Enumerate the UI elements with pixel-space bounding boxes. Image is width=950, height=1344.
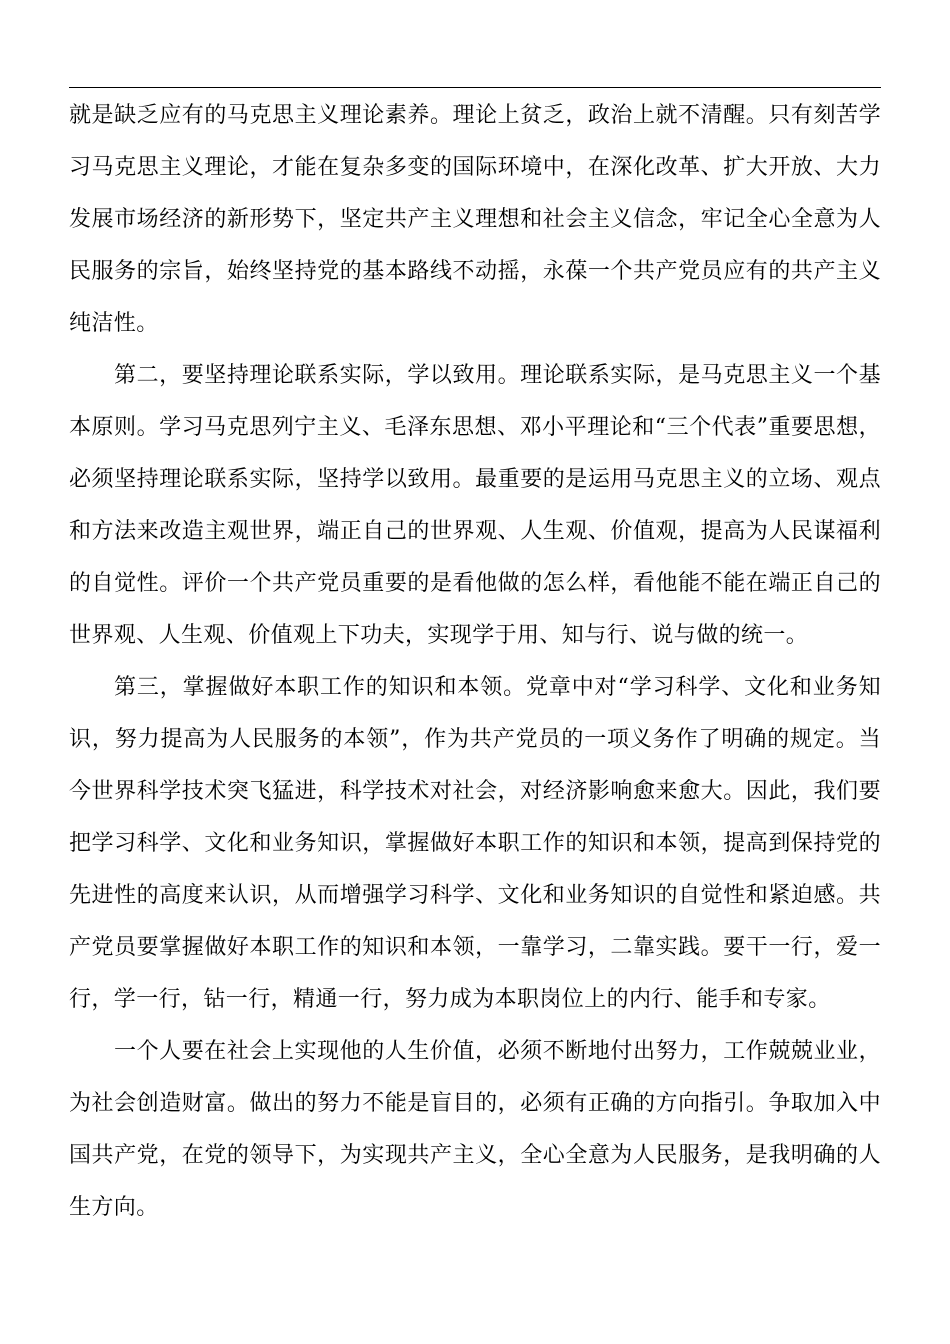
document-body (69, 90, 881, 1234)
paragraph-3: 第三，掌握做好本职工作的知识和本领。党章中对“学习科学、文化和业务知识，努力提高为人民服务的本领”，作为共产党员的一项义务作了明确的规定。当今世界科学技术突飞猛进，科学技术对社会，对经济影响愈来愈大。因此，我们要把学习科学、文化和业务知识，掌握做好本职工作的知识和本领，提高到保持党的先进性的高度来认识，从而增强学习科学、文化和业务知识的自觉性和紧迫感。共产党员要掌握做好本职工作的知识和本领，一靠学习，二靠实践。要干一行，爱一行，学一行，钻一行，精通一行，努力成为本职岗位上的内行、能手和专家。 (69, 675, 881, 1012)
paragraph-4: 一个人要在社会上实现他的人生价值，必须不断地付出努力，工作兢兢业业，为社会创造财富。做出的努力不能是盲目的，必须有正确的方向指引。争取加入中国共产党，在党的领导下，为实现共产主义，全心全意为人民服务，是我明确的人生方向。 (69, 1039, 881, 1220)
paragraph-1: 就是缺乏应有的马克思主义理论素养。理论上贫乏，政治上就不清醒。只有刻苦学习马克思主义理论，才能在复杂多变的国际环境中，在深化改革、扩大开放、大力发展市场经济的新形势下，坚定共产主义理想和社会主义信念，牢记全心全意为人民服务的宗旨，始终坚持党的基本路线不动摇，永葆一个共产党员应有的共产主义纯洁性。 (69, 103, 881, 336)
paragraph-2: 第二，要坚持理论联系实际，学以致用。理论联系实际，是马克思主义一个基本原则。学习马克思列宁主义、毛泽东思想、邓小平理论和“三个代表”重要思想，必须坚持理论联系实际，坚持学以致用。最重要的是运用马克思主义的立场、观点和方法来改造主观世界，端正自己的世界观、人生观、价值观，提高为人民谋福利的自觉性。评价一个共产党员重要的是看他做的怎么样，看他能不能在端正自己的世界观、人生观、价值观上下功夫，实现学于用、知与行、说与做的统一。 (69, 363, 881, 648)
header-rule (69, 87, 881, 88)
